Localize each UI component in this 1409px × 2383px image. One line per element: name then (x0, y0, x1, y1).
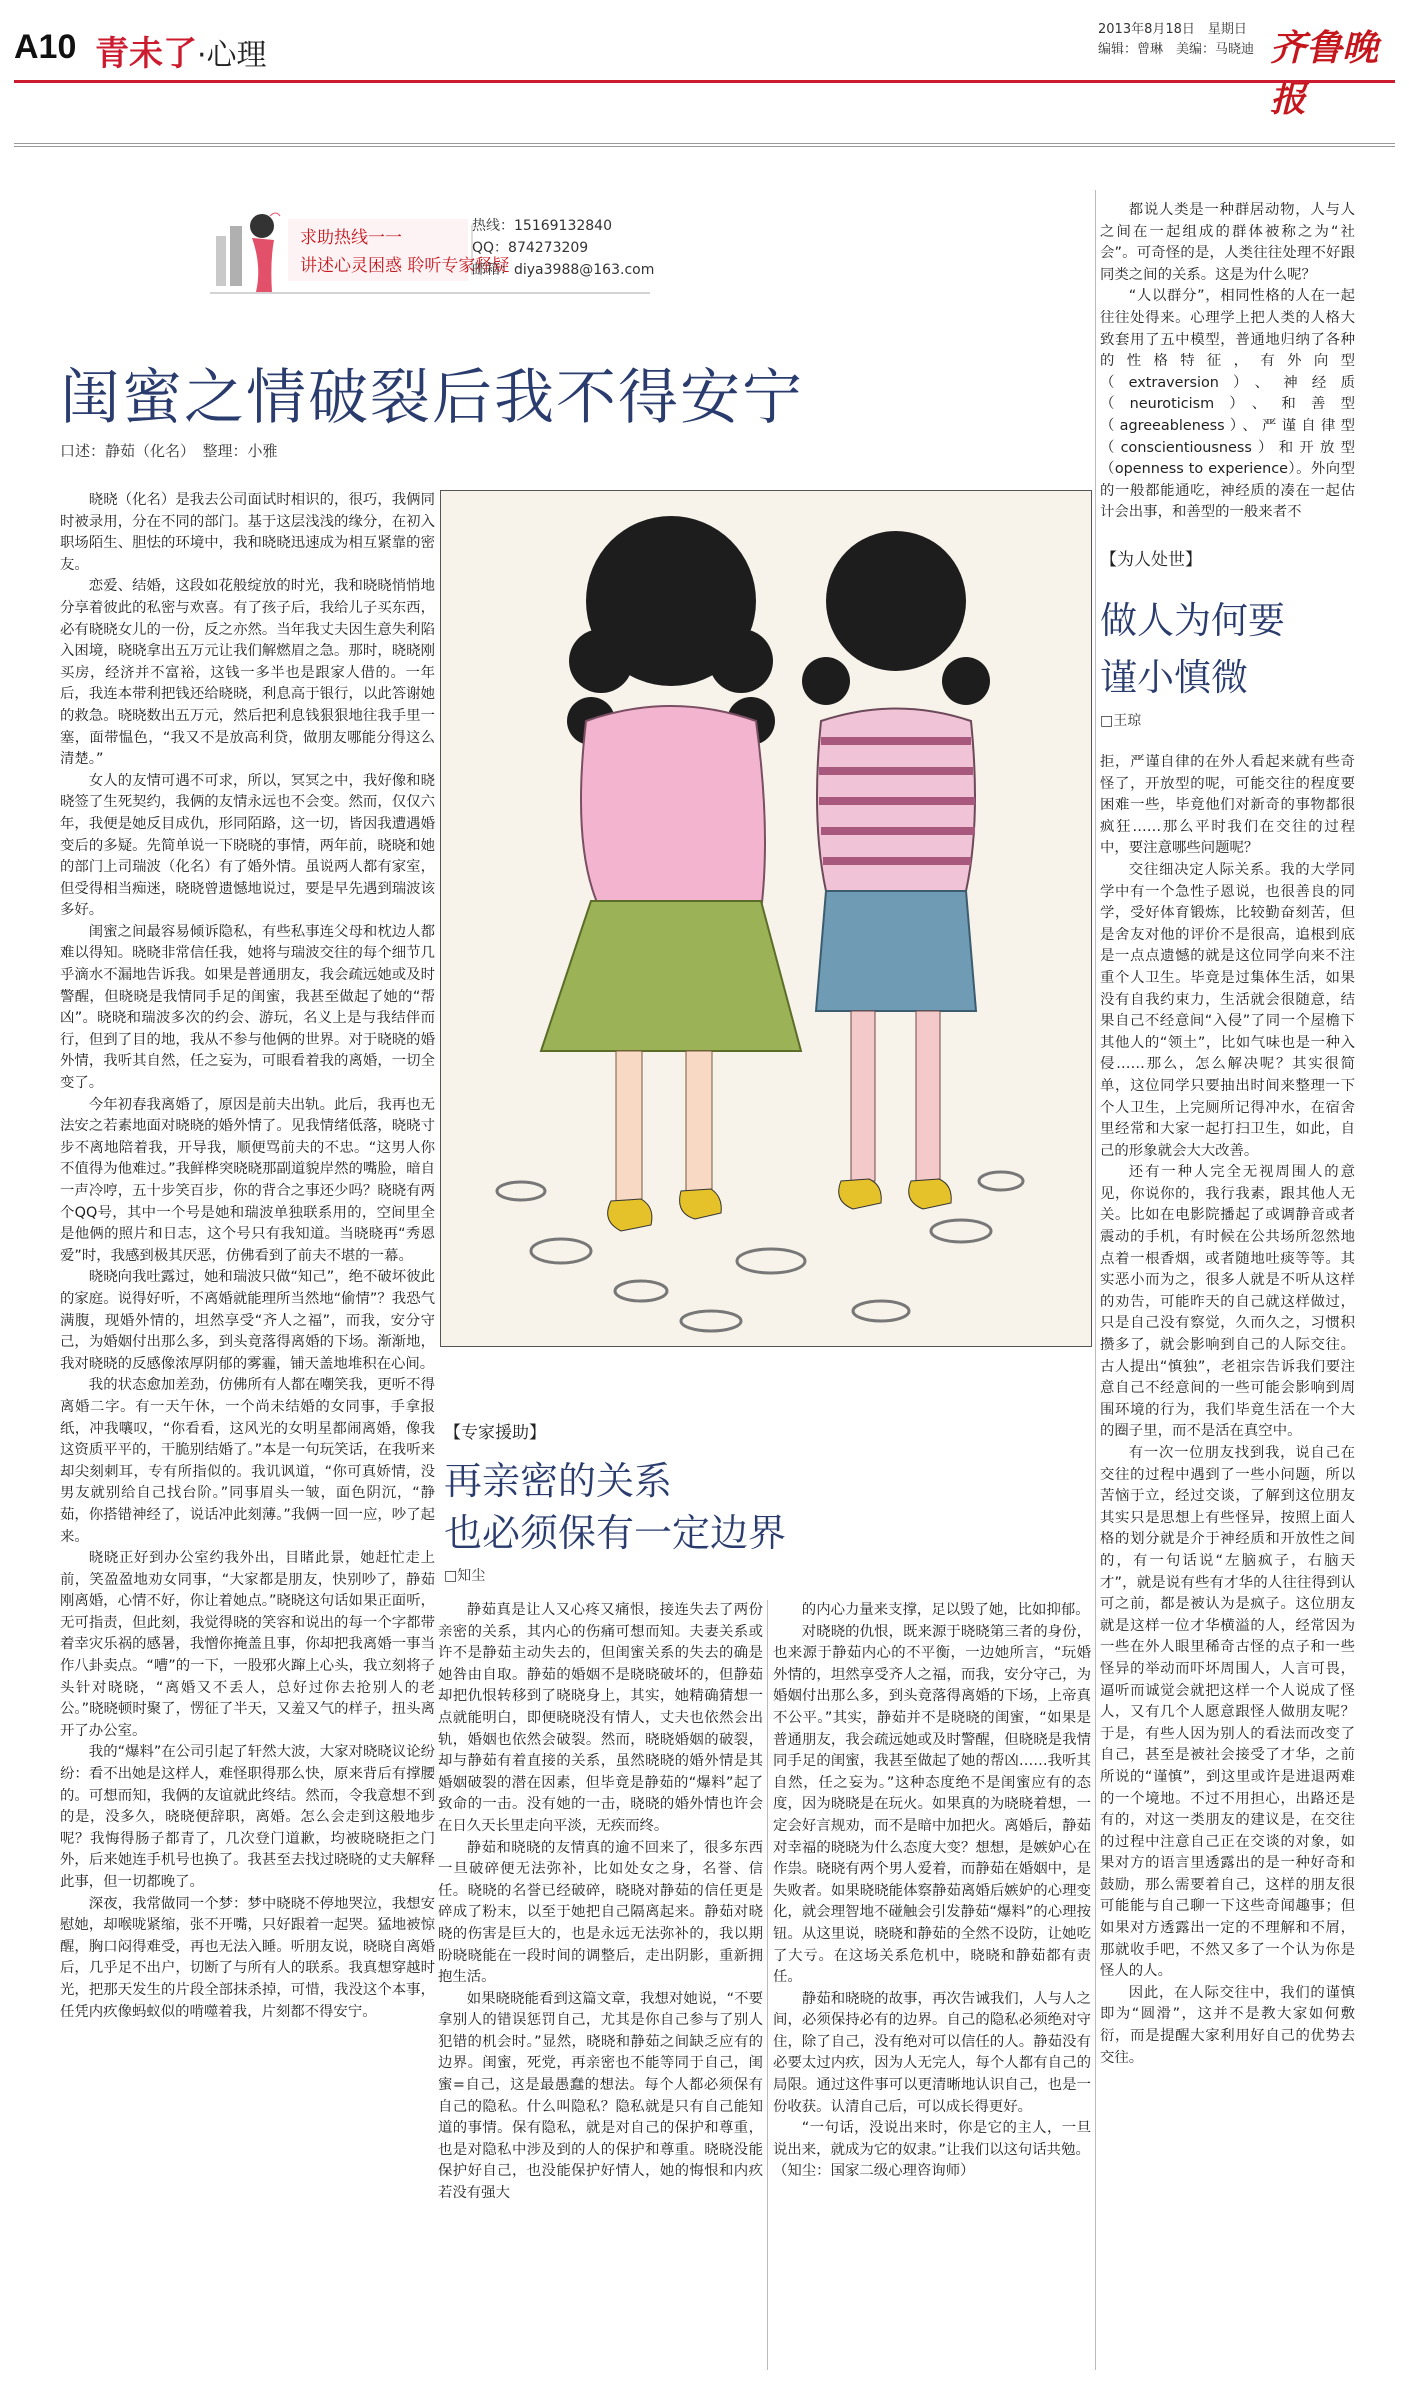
column-divider (767, 1600, 768, 2370)
main-headline: 闺蜜之情破裂后我不得安宁 (60, 363, 804, 433)
paragraph: 恋爱、结婚，这段如花般绽放的时光，我和晓晓悄悄地分享着彼此的私密与欢喜。有了孩子后，我给儿子买东西，必有晓晓女儿的一份，反之亦然。当年我丈夫因生意失利陷入困境，晓晓拿出五万元让我们解燃眉之急。那时，晓晓刚买房，经济并不富裕，这钱一多半也是跟家人借的。一年后，我连本带利把钱还给晓晓，利息高于银行，以此答谢她的救急。晓晓数出五万元，然后把利息钱狠狠地往我手里一塞，面带愠色，“我又不是放高利贷，做朋友哪能分得这么清楚。” (60, 578, 435, 768)
header-double-rule (14, 143, 1395, 147)
paragraph: “一句话，没说出来时，你是它的主人，一旦说出来，就成为它的奴隶。”让我们以这句话共勉。 (773, 2120, 1091, 2158)
paragraph: 交往细决定人际关系。我的大学同学中有一个急性子恩说，也很善良的同学，受好体育锻炼，比较勤奋刻苦，但是舍友对他的评价不是很高，追根到底是一点点遗憾的就是这位同学向来不注重个人卫生。毕竟是过集体生活，如果没有自我约束力，生活就会很随意，结果自己不经意间“入侵”了同一个屋檐下其他人的“领土”，比如气味也是一种入侵……那么，怎么解决呢？其实很简单，这位同学只要抽出时间来整理一下个人卫生，上完厕所记得冲水，在宿舍里经常和大家一起打扫卫生，如此，自己的形象就会大大改善。 (1100, 861, 1355, 1159)
main-article-body (60, 490, 435, 2370)
section-dot: · (197, 38, 207, 73)
hotline-email: 邮箱：diya3988@163.com (472, 262, 655, 278)
column-divider (1095, 190, 1096, 2370)
paragraph: 我的状态愈加差劲，仿佛所有人都在嘲笑我，更听不得离婚二字。有一天午休，一个尚未结婚的女同事，手拿报纸，冲我嚷叹，“你看看，这风光的女明星都闹离婚，像我这资质平平的，干脆别结婚了。”本是一句玩笑话，在我听来却尖刻刺耳，专有所指似的。我讥讽道，“你可真娇情，没男友就别给自己找台阶。”同事眉头一皱，面色阴沉，“静茹，你搭错神经了，说话冲此刻薄。”我俩一回一应，吵了起来。 (60, 1377, 435, 1545)
expert-headline-line1: 再亲密的关系 (444, 1459, 673, 1503)
side-author: □王琼 (1100, 713, 1142, 729)
paragraph: 闺蜜之间最容易倾诉隐私，有些私事连父母和枕边人都难以得知。晓晓非常信任我，她将与瑞波交往的每个细节几乎滴水不漏地告诉我。如果是普通朋友，我会疏远她或及时警醒，但晓晓是我情同手足的闺蜜，我甚至做起了她的“帮凶”。晓晓和瑞波多次的约会、游玩，名义上是与我结伴而行，但到了目的地，我从不参与他俩的世界。对于晓晓的婚外情，我听其自然，任之妄为，可眼看着我的离婚，一切全变了。 (60, 923, 435, 1092)
two-girls-illustration (440, 490, 1092, 1347)
hotline-slogan-1: 求助热线一一 (300, 228, 402, 248)
page-number: A10 (14, 28, 77, 66)
paragraph: 晓晓（化名）是我去公司面试时相识的，很巧，我俩同时被录用，分在不同的部门。基于这层浅浅的缘分，在初入职场陌生、胆怯的环境中，我和晓晓迅速成为相互紧靠的密友。 (60, 492, 435, 573)
paragraph: 晓晓向我吐露过，她和瑞波只做“知己”，绝不破坏彼此的家庭。说得好听，不离婚就能理所当然地“偷情”？我恐气满腹，现婚外情的，坦然享受“齐人之福”，而我，安分守己，为婚姻付出那么多，到头竟落得离婚的下场。渐渐地，我对晓晓的反感像浓厚阴郁的雾霾，铺天盖地堆积在心间。 (60, 1269, 435, 1372)
side-article-intro (1100, 200, 1355, 540)
expert-tag: 【专家援助】 (444, 1423, 546, 1443)
expert-credit: （知尘：国家二级心理咨询师） (773, 2163, 975, 2180)
girl-illustration-icon (212, 196, 282, 296)
hotline-phone: 热线：15169132840 (472, 218, 612, 234)
date-line: 2013年8月18日 星期日 (1098, 22, 1247, 37)
header-info (1098, 20, 1254, 60)
side-tag: 【为人处世】 (1100, 550, 1202, 570)
paragraph: 都说人类是一种群居动物，人与人之间在一起组成的群体被称之为“社会”。可奇怪的是，人类往往处理不好跟同类之间的关系。这是为什么呢？ (1100, 202, 1355, 283)
paragraph: 我的“爆料”在公司引起了轩然大波，大家对晓晓议论纷纷：看不出她是这样人，难怪职得那么快，原来背后有撑腰的。可想而知，我俩的友谊就此终结。然而，令我意想不到的是，没多久，晓晓便辞职，离婚。怎么会走到这般地步呢？我悔得肠子都青了，几次登门道歉，均被晓晓拒之门外，后来她连手机号也换了。我甚至去找过晓晓的丈夫解释此事，但一切都晚了。 (60, 1744, 435, 1890)
paragraph: 拒，严谨自律的在外人看起来就有些奇怪了，开放型的呢，可能交往的程度要困难一些，毕竟他们对新奇的事物都很疯狂……那么平时我们在交往的过程中，要注意哪些问题呢？ (1100, 754, 1355, 857)
expert-column-2 (773, 1600, 1091, 2370)
editors-line: 编辑：曾琳 美编：马晓迪 (1098, 42, 1255, 57)
main-byline: 口述：静茹（化名） 整理：小雅 (60, 442, 278, 460)
paragraph: 深夜，我常做同一个梦：梦中晓晓不停地哭泣，我想安慰她，却喉咙紧缩，张不开嘴，只好跟着一起哭。猛地被惊醒，胸口闷得难受，再也无法入睡。听朋友说，晓晓自离婚后，几乎足不出户，切断了与所有人的联系。我真想穿越时光，把那天发生的片段全部抹杀掉，可惜，我没这个本事，任凭内疚像蚂蚁似的啃噬着我，片刻都不得安宁。 (60, 1895, 435, 2020)
paragraph: 的内心力量来支撑，足以毁了她，比如抑郁。 (801, 1602, 1090, 1618)
paragraph: “人以群分”，相同性格的人在一起往往处得来。心理学上把人类的人格大致套用了五中模型，普通地归纳了各种的性格特征，有外向型（extraversion）、神经质（neuroticism）、和善型（agreeableness）、严谨自律型（conscientiousness）和开放型（openness to experience）。外向型的一般都能通吃，神经质的凑在一起估计会出事，和善型的一般来者不 (1100, 288, 1355, 521)
side-article-body (1100, 752, 1355, 2372)
expert-headline-line2: 也必须保有一定边界 (444, 1511, 787, 1555)
hotline-contacts (472, 215, 654, 281)
newspaper-logo: 齐鲁晚报 (1270, 28, 1379, 120)
hotline-slogan-2: 讲述心灵困惑 聆听专家释疑 (300, 256, 510, 276)
hotline-qq: QQ：874273209 (472, 240, 589, 256)
expert-column-1 (438, 1600, 763, 2370)
section-main: 青未了 (95, 34, 197, 74)
section-sub: 心理 (206, 38, 267, 73)
paragraph: 女人的友情可遇不可求，所以，冥冥之中，我好像和晓晓签了生死契约，我俩的友情永远也不会变。然而，仅仅六年，我便是她反目成仇，形同陌路，这一切，皆因我遭遇婚变后的多疑。先简单说一下晓晓的事情，两年前，晓晓和她的部门上司瑞波（化名）有了婚外情。虽说两人都有家室，但受得相当痴迷，晓晓曾遗憾地说过，要是早先遇到瑞波该多好。 (60, 772, 435, 919)
paragraph: 晓晓正好到办公室约我外出，目睹此景，她赶忙走上前，笑盈盈地劝女同事，“大家都是朋友，快别吵了，静茹刚离婚，心情不好，你让着她点。”晓晓这句话如果正面听，无可指责，但此刻，我觉得晓的笑容和说出的每一个字都带着幸灾乐祸的感暑，我憎你掩盖且事，你却把我离婚一事当作八卦卖点。“嘈”的一下，一股邪火蹿上心头，我立刻将子头针对晓晓，“离婚又不丢人，总好过你去抢别人的老公。”晓晓顿时聚了，愣征了半天，又羞又气的样子，扭头离开了办公室。 (60, 1550, 435, 1739)
side-headline-line2: 谨小慎微 (1100, 656, 1248, 699)
paragraph: 静茹和晓晓的友情真的逾不回来了，很多东西一旦破碎便无法弥补，比如处女之身，名誉、信任。晓晓的名誉已经破碎，晓晓对静茹的信任更是碎成了粉末，以至于她把自己隔离起来。静茹对晓晓的伤害是巨大的，也是永远无法弥补的，我以期盼晓晓能在一段时间的调整后，走出阴影，重新拥抱生活。 (438, 1839, 763, 1986)
header-rule (14, 80, 1395, 83)
paragraph: 还有一种人完全无视周围人的意见，你说你的，我行我素，跟其他人无关。比如在电影院播起了或调静音或者震动的手机，有时候在公共场所忽然地点着一根香烟，或者随地吐痰等等。其实恶小而为之，很多人就是不听从这样的劝告，可能昨天的自己就这样做过，只是自己没有察觉，久而久之，习惯积攒多了，就会影响到自己的人际交往。古人提出“慎独”，老祖宗告诉我们要注意自己不经意间的一些可能会影响到周围环境的行为，我们毕竟生活在一个大的圈子里，而不是活在真空中。 (1100, 1164, 1355, 1440)
paragraph: 有一次一位朋友找到我，说自己在交往的过程中遇到了一些小问题，所以苦恼于立，经过交谈，了解到这位朋友其实只是思想上有些怪异，按照上面人格的划分就是介于神经质和开放性之间的，有一句话说“左脑疯子，右脑天才”，就是说有些有才华的人往往得到认可之前，都是被认为是疯子。这位朋友就是这样一位才华横溢的人，经常因为一些在外人眼里稀奇古怪的点子和一些怪异的举动而吓坏周围人，人言可畏，逼听而诚觉会就把这样一个人说成了怪人，又有几个人愿意跟怪人做朋友呢？于是，有些人因为别人的看法而改变了自己，甚至是被社会接受了才华，之前所说的“谨慎”，到这里或许是进退两难的一个境地。不过不用担心，出路还是有的，对这一类朋友的建议是，在交往的过程中注意自己正在交谈的对象，如果对方的语言里透露出的是一种好奇和鼓励，那么需要着自己，这样的朋友很可能能与自己聊一下这些奇闻趣事；但如果对方透露出一定的不理解和不屑，那就收手吧，不然又多了一个认为你是怪人的人。 (1100, 1445, 1355, 1980)
paragraph: 静茹真是让人又心疼又痛恨，接连失去了两份亲密的关系，其内心的伤痛可想而知。夫妻关系或许不是静茹主动失去的，但闺蜜关系的失去的确是她咎由自取。静茹的婚姻不是晓晓破坏的，但静茹却把仇恨转移到了晓晓身上，其实，她精确猜想一点就能明白，即便晓晓没有情人，丈夫也依然会出轨，婚姻也依然会破裂。然而，晓晓婚姻的破裂，却与静茹有着直接的关系，虽然晓晓的婚外情是其婚姻破裂的潜在因素，但毕竟是静茹的“爆料”起了致命的一击。没有她的一击，晓晓的婚外情也许会在日久天长里走向平淡，无疾而终。 (438, 1602, 763, 1834)
paragraph: 因此，在人际交往中，我们的谨慎即为“圆滑”，这并不是教大家如何敷衍，而是提醒大家利用好自己的优势去交往。 (1100, 1984, 1355, 2066)
paragraph: 如果晓晓能看到这篇文章，我想对她说，“不要拿别人的错误惩罚自己，尤其是你自己参与了别人犯错的机会时。”显然，晓晓和静茹之间缺乏应有的边界。闺蜜，死党，再亲密也不能等同于自己，闺蜜=自己，这是最愚蠢的想法。每个人都必须保有自己的隐私。什么叫隐私？隐私就是只有自己能知道的事情。保有隐私，就是对自己的保护和尊重，也是对隐私中涉及到的人的保护和尊重。晓晓没能保护好自己，也没能保护好情人，她的悔恨和内疚若没有强大 (438, 1990, 763, 2202)
side-headline-line1: 做人为何要 (1100, 599, 1285, 642)
paragraph: 今年初春我离婚了，原因是前夫出轨。此后，我再也无法安之若素地面对晓晓的婚外情了。见我情绪低落，晓晓寸步不离地陪着我，开导我，顺便骂前夫的不忠。“这男人你不值得为他难过。”我鲜桦突晓晓那副道貌岸然的嘴脸，暗自一声冷哼，五十步笑百步，你的背合之事还少吗？晓晓有两个QQ号，其中一个号是她和瑞波单独联系用的，空间里全是他俩的照片和日志，这个号只有我知道。当晓晓再“秀恩爱”时，我感到极其厌恶，仿佛看到了前夫不堪的一幕。 (60, 1096, 435, 1264)
section-title (95, 26, 267, 75)
paragraph: 静茹和晓晓的故事，再次告诫我们，人与人之间，必须保持必有的边界。自己的隐私必须绝对守住，除了自己，没有绝对可以信任的人。静茹没有必要太过内疚，因为人无完人，每个人都有自己的局限。通过这件事可以更清晰地认识自己，也是一份收获。认清自己后，可以成长得更好。 (773, 1990, 1091, 2115)
paragraph: 对晓晓的仇恨，既来源于晓晓第三者的身份，也来源于静茹内心的不平衡，一边她所言，“玩婚外情的，坦然享受齐人之福，而我，安分守己，为婚姻付出那么多，到头竟落得离婚的下场，上帝真不公平。”其实，静茹并不是晓晓的闺蜜，“如果是普通朋友，我会疏远她或及时警醒，但晓晓是我情同手足的闺蜜，我甚至做起了她的帮凶……我听其自然，任之妄为。”这种态度绝不是闺蜜应有的态度，因为晓晓是在玩火。如果真的为晓晓着想，一定会好言规劝，而不是暗中加把火。离婚后，静茹对幸福的晓晓为什么态度大变？想想，是嫉妒心在作祟。晓晓有两个男人爱着，而静茹在婚姻中，是失败者。如果晓晓能体察静茹离婚后嫉妒的心理变化，就会理智地不碰触会引发静茹“爆料”的心理按钮。从这里说，晓晓和静茹的全然不设防，让她吃了大亏。在这场关系危机中，晓晓和静茹都有责任。 (773, 1623, 1091, 1986)
expert-author: □知尘 (444, 1568, 486, 1584)
